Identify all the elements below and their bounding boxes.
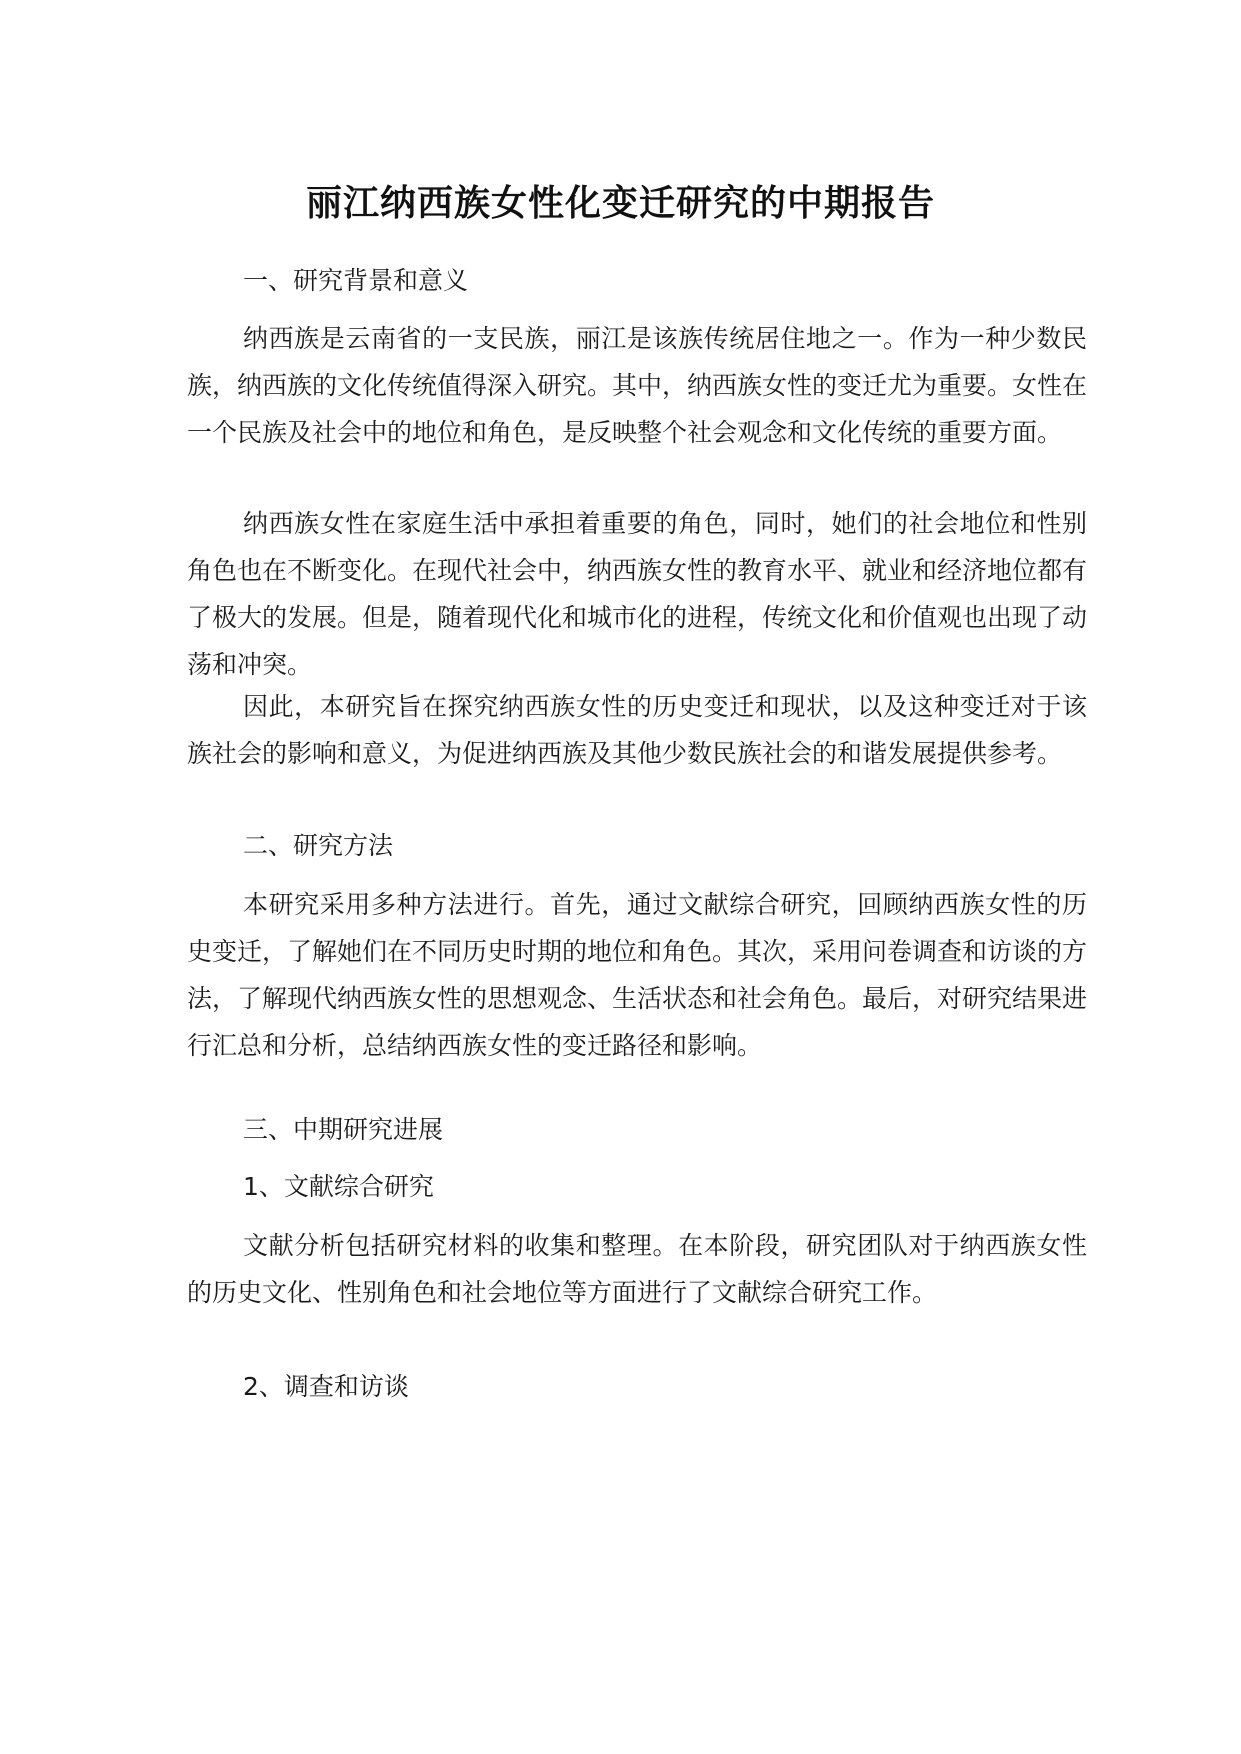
paragraph-naxi-intro: 纳西族是云南省的一支民族，丽江是该族传统居住地之一。作为一种少数民族，纳西族的文化传统值得深入研究。其中，纳西族女性的变迁尤为重要。女性在一个民族及社会中的地位和角色，是反映整个社会观念和文化传统的重要方面。	[187, 324, 1088, 447]
document-title: 丽江纳西族女性化变迁研究的中期报告	[305, 183, 935, 224]
paragraph-literature-review: 文献分析包括研究材料的收集和整理。在本阶段，研究团队对于纳西族女性的历史文化、性别角色和社会地位等方面进行了文献综合研究工作。	[187, 1231, 1087, 1307]
paragraph-methods: 本研究采用多种方法进行。首先，通过文献综合研究，回顾纳西族女性的历史变迁，了解她们在不同历史时期的地位和角色。其次，采用问卷调查和访谈的方法，了解现代纳西族女性的思想观念、生活状态和社会角色。最后，对研究结果进行汇总和分析，总结纳西族女性的变迁路径和影响。	[187, 890, 1088, 1060]
section-heading-background: 一、研究背景和意义	[243, 266, 469, 295]
paragraph-research-purpose: 因此，本研究旨在探究纳西族女性的历史变迁和现状，以及这种变迁对于该族社会的影响和意义，为促进纳西族及其他少数民族社会的和谐发展提供参考。	[187, 692, 1087, 768]
subsection-heading-literature: 1、文献综合研究	[243, 1172, 434, 1201]
section-heading-methods: 二、研究方法	[243, 831, 394, 860]
subsection-heading-survey: 2、调查和访谈	[243, 1372, 409, 1401]
section-heading-progress: 三、中期研究进展	[243, 1115, 444, 1144]
paragraph-naxi-women-role: 纳西族女性在家庭生活中承担着重要的角色，同时，她们的社会地位和性别角色也在不断变化。在现代社会中，纳西族女性的教育水平、就业和经济地位都有了极大的发展。但是，随着现代化和城市化的进程，传统文化和价值观也出现了动荡和冲突。	[187, 509, 1088, 679]
